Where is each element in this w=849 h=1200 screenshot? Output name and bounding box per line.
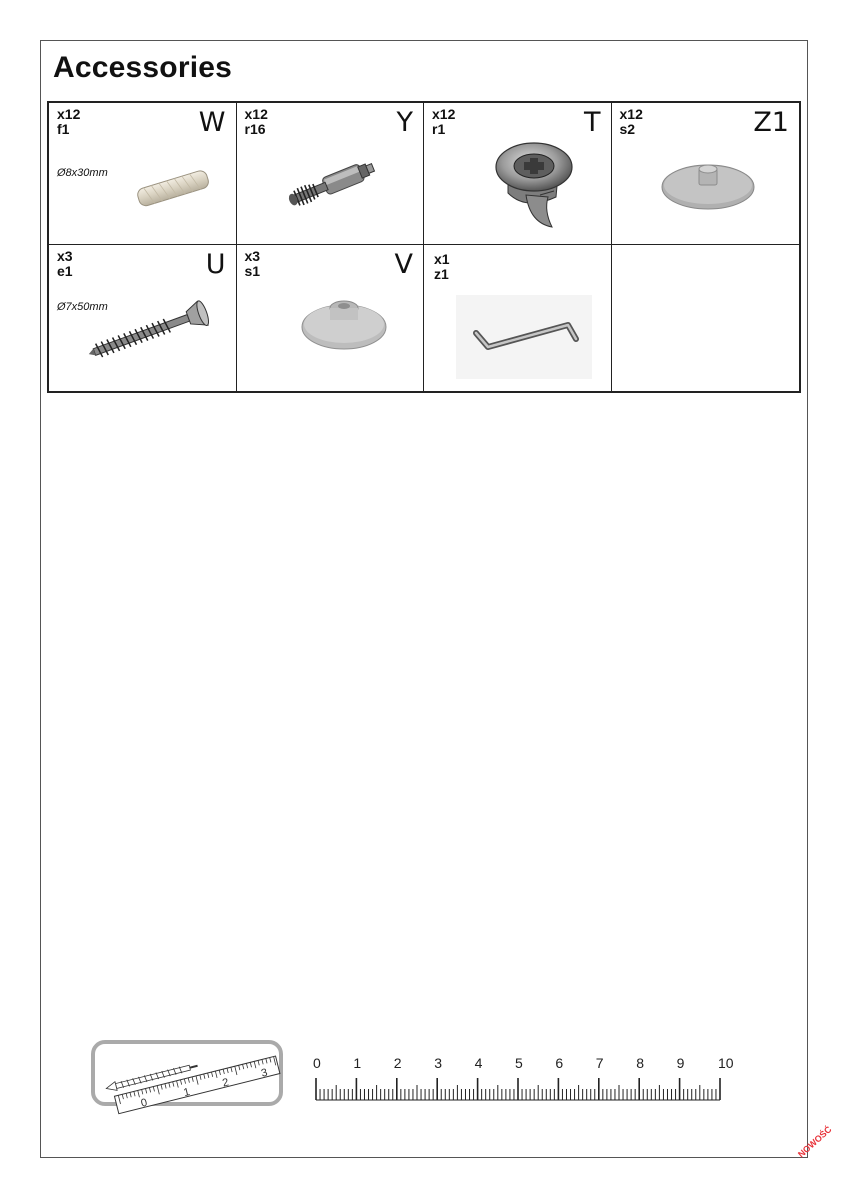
ruler-number-7: 7 bbox=[595, 1055, 604, 1071]
part-code: f1 bbox=[57, 121, 70, 137]
quantity-label: x12 bbox=[57, 106, 81, 122]
dimension-label: Ø7x50mm bbox=[57, 301, 108, 313]
quantity-label: x1 bbox=[434, 251, 450, 267]
page-title: Accessories bbox=[53, 51, 232, 84]
connector-bolt-icon bbox=[267, 147, 387, 227]
badge-number-0: 0 bbox=[139, 1096, 149, 1110]
accessory-cell-z1-key bbox=[424, 245, 612, 391]
ruler-number-0: 0 bbox=[313, 1055, 321, 1071]
part-code: z1 bbox=[434, 266, 449, 282]
accessory-cell-y bbox=[237, 103, 425, 245]
ruler-number-6: 6 bbox=[555, 1055, 564, 1071]
accessory-cell-t bbox=[424, 103, 612, 245]
ruler-scale bbox=[308, 1038, 734, 1108]
ruler-number-1: 1 bbox=[353, 1055, 362, 1071]
part-letter: U bbox=[205, 249, 226, 280]
measuring-ruler bbox=[88, 1038, 748, 1110]
quantity-label: x12 bbox=[244, 106, 268, 122]
quantity-label: x12 bbox=[619, 106, 643, 122]
ruler-number-5: 5 bbox=[515, 1055, 523, 1071]
quantity-label: x12 bbox=[432, 106, 456, 122]
ruler-number-4: 4 bbox=[474, 1055, 483, 1071]
ruler-number-3: 3 bbox=[434, 1055, 442, 1071]
accessory-cell-v bbox=[237, 245, 425, 391]
screw-ruler-icon bbox=[95, 1044, 279, 1110]
badge-number-1: 1 bbox=[182, 1086, 192, 1100]
part-letter: T bbox=[584, 107, 601, 138]
screw-cap-icon bbox=[299, 291, 389, 353]
part-letter: V bbox=[394, 249, 413, 280]
accessories-grid bbox=[47, 101, 801, 393]
badge-number-2: 2 bbox=[221, 1076, 231, 1090]
part-code: e1 bbox=[57, 263, 73, 279]
ruler-badge bbox=[91, 1040, 283, 1110]
part-code: s2 bbox=[619, 121, 636, 137]
hex-key-icon bbox=[456, 295, 592, 379]
accessory-cell-w bbox=[49, 103, 237, 245]
quantity-label: x3 bbox=[244, 248, 261, 264]
badge-number-3: 3 bbox=[260, 1066, 269, 1080]
corner-mark: NOWOŚĆ bbox=[796, 1124, 834, 1160]
cam-lock-icon bbox=[486, 131, 586, 231]
dimension-label: Ø8x30mm bbox=[57, 167, 108, 179]
quantity-label: x3 bbox=[57, 248, 73, 264]
part-code: r16 bbox=[244, 121, 266, 137]
ruler-number-2: 2 bbox=[393, 1055, 402, 1071]
ruler-number-9: 9 bbox=[676, 1055, 685, 1071]
accessory-cell-empty bbox=[612, 245, 800, 391]
part-code: r1 bbox=[432, 121, 446, 137]
part-letter: Z1 bbox=[753, 107, 789, 138]
wooden-dowel-icon bbox=[129, 163, 219, 213]
ruler-number-8: 8 bbox=[636, 1055, 644, 1071]
accessory-cell-u bbox=[49, 245, 237, 391]
part-letter: W bbox=[198, 107, 226, 138]
screw-icon bbox=[81, 297, 221, 367]
hex-key-photo bbox=[456, 295, 592, 379]
cover-cap-icon bbox=[658, 157, 758, 213]
accessory-cell-z1 bbox=[612, 103, 800, 245]
part-letter: Y bbox=[396, 107, 413, 138]
part-code: s1 bbox=[244, 263, 261, 279]
ruler-number-10: 10 bbox=[718, 1055, 734, 1071]
